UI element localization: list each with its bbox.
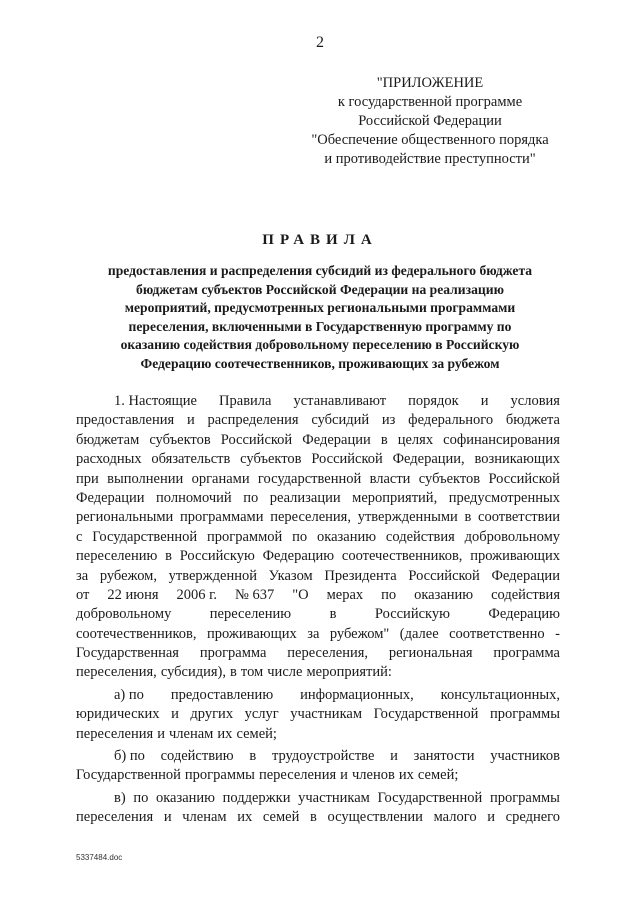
body-word: и xyxy=(186,412,195,429)
body-word: бюджета xyxy=(505,412,560,429)
body-line xyxy=(76,605,560,624)
body-word: в xyxy=(329,606,337,623)
body-line xyxy=(76,586,560,605)
body-word: соответственно xyxy=(449,625,545,642)
body-word: программой xyxy=(207,528,283,545)
body-line xyxy=(76,528,560,547)
body-word: софинансирования xyxy=(443,431,560,448)
body-word: содействия xyxy=(385,528,455,545)
body-line xyxy=(76,766,560,785)
body-word: поддержки xyxy=(222,789,291,806)
body-word: при xyxy=(76,470,99,487)
body-word: оказанию xyxy=(414,586,474,603)
body-word: в xyxy=(380,431,388,448)
body-word: возникающих xyxy=(474,451,560,468)
body-word: других xyxy=(190,706,234,723)
appendix-line: "ПРИЛОЖЕНИЕ xyxy=(376,75,484,91)
body-word: семей xyxy=(262,809,300,826)
body-word: Российской xyxy=(408,567,480,584)
appendix-line: и противодействие преступности" xyxy=(324,151,536,167)
body-word: среднего xyxy=(505,809,560,826)
body-word: программа xyxy=(199,645,267,662)
body-word: программами xyxy=(179,509,264,526)
body-word: членов xyxy=(351,767,395,784)
body-word: оказанию xyxy=(155,789,215,806)
body-word: региональная xyxy=(388,645,473,662)
body-word: Указом xyxy=(268,567,313,584)
body-line xyxy=(76,431,560,450)
body-line xyxy=(76,808,560,827)
body-word: за xyxy=(307,625,320,642)
body-word: содействию xyxy=(160,748,234,765)
body-word: в xyxy=(165,548,172,565)
body-word: Федерации xyxy=(76,489,145,506)
body-word: выполнении xyxy=(107,470,184,487)
page-number: 2 xyxy=(316,34,324,51)
body-line xyxy=(76,663,560,682)
body-word: государственной xyxy=(257,470,362,487)
body-word: соотечественников, xyxy=(341,548,463,565)
body-word: обязательств xyxy=(151,451,231,468)
body-word: числе xyxy=(267,664,303,681)
body-word: добровольному xyxy=(76,606,172,623)
body-line xyxy=(76,686,560,705)
body-word: юридических xyxy=(76,706,160,723)
body-word: Федерации xyxy=(302,431,371,448)
body-word: информационных, xyxy=(300,686,414,703)
body-word: органами xyxy=(191,470,250,487)
body-word: Государственной xyxy=(377,789,483,806)
body-word: соответствии xyxy=(478,509,560,526)
body-word: мероприятий, xyxy=(352,489,438,506)
body-word: субъектов xyxy=(149,431,211,448)
body-word: а) по xyxy=(114,686,144,703)
body-word: из xyxy=(381,412,396,429)
body-word: 2006 г. xyxy=(176,586,218,603)
body-word: добровольному xyxy=(464,528,560,545)
body-word: и xyxy=(157,725,165,742)
body-word: Федерацию xyxy=(262,548,335,565)
body-word: трудоустройстве xyxy=(271,748,375,765)
body-word: переселения, xyxy=(76,664,157,681)
body-word: - xyxy=(555,625,560,642)
body-word: проживающих xyxy=(470,548,560,565)
body-line xyxy=(76,392,560,411)
body-word: и xyxy=(487,809,495,826)
body-line xyxy=(76,789,560,808)
body-word: программы xyxy=(489,789,560,806)
appendix-line: Российской Федерации xyxy=(358,113,502,129)
body-word: в xyxy=(464,509,472,526)
body-word: их xyxy=(217,725,233,742)
body-word: Государственной xyxy=(373,706,479,723)
body-word: семей; xyxy=(417,767,459,784)
body-word: реализации xyxy=(269,489,341,506)
body-line xyxy=(76,547,560,566)
body-word: и xyxy=(163,809,172,826)
body-word: их xyxy=(398,767,414,784)
body-word: за xyxy=(76,567,89,584)
body-line xyxy=(76,450,560,469)
body-word: распределения xyxy=(207,412,299,429)
body-word: Российской xyxy=(488,470,560,487)
body-word: переселения xyxy=(76,725,154,742)
body-word: переселения xyxy=(76,809,154,826)
body-word: 1. Настоящие xyxy=(114,393,197,409)
body-word: по xyxy=(381,586,397,603)
body-text xyxy=(76,392,560,828)
body-word: целях xyxy=(397,431,434,448)
body-word: утвержденной xyxy=(168,567,258,584)
body-word: федерального xyxy=(408,412,494,429)
subtitle-line: предоставления и распределения субсидий из федерального бюджета xyxy=(107,263,533,278)
body-word: порядок xyxy=(408,393,459,409)
body-word: переселения, xyxy=(287,645,369,662)
body-word: участникам xyxy=(290,706,363,723)
body-word: "О xyxy=(292,586,309,603)
body-word: проживающих xyxy=(206,625,297,642)
body-word: в xyxy=(249,748,257,765)
body-word: Государственной xyxy=(76,767,181,784)
body-word: утвержденными xyxy=(357,509,458,526)
body-word: занятости xyxy=(413,748,475,765)
body-word: предусмотренных xyxy=(448,489,560,506)
body-word: услуг xyxy=(244,706,279,723)
body-line xyxy=(76,747,560,766)
appendix-line: "Обеспечение общественного порядка xyxy=(311,132,549,148)
body-word: участникам xyxy=(298,789,370,806)
body-word: 22 июня xyxy=(107,586,159,603)
body-word: в) xyxy=(114,789,126,806)
body-word: предоставления xyxy=(76,412,175,429)
body-word: субъектов xyxy=(418,470,481,487)
body-word: рубежом, xyxy=(99,567,157,584)
body-word: и xyxy=(480,393,489,409)
body-word: Правила xyxy=(219,393,272,409)
body-word: Федерации xyxy=(491,567,560,584)
body-word: рубежом" xyxy=(329,625,390,642)
body-line xyxy=(76,705,560,724)
body-word: субъектов xyxy=(240,451,302,468)
body-line xyxy=(76,567,560,586)
body-word: оказанию xyxy=(317,528,377,545)
body-line xyxy=(76,725,560,744)
body-word: Российскую xyxy=(179,548,255,565)
body-word: б) по xyxy=(114,748,145,765)
body-word: с xyxy=(76,528,83,545)
body-word: и xyxy=(171,706,179,723)
body-word: власти xyxy=(369,470,411,487)
body-word: членам xyxy=(169,725,214,742)
body-word: региональными xyxy=(76,509,174,526)
body-word: семей; xyxy=(236,725,277,742)
body-word: Президента xyxy=(324,567,397,584)
body-word: участников xyxy=(490,748,560,765)
body-line xyxy=(76,644,560,663)
subtitle-line: переселения, включенными в Государственную программу по xyxy=(128,318,512,334)
subtitle-line: оказанию содействия добровольному переселению в Российскую xyxy=(120,337,520,352)
subtitle-line: мероприятий, предусмотренных региональными программами xyxy=(124,300,516,315)
body-word: соотечественников, xyxy=(76,625,197,642)
body-word: консультационных, xyxy=(440,686,560,703)
body-line xyxy=(76,508,560,527)
body-word: субсидий xyxy=(311,412,370,429)
body-word: мероприятий: xyxy=(306,664,392,681)
body-word: членам xyxy=(182,809,227,826)
body-word: расходных xyxy=(76,451,142,468)
file-name-footer: 5337484.doc xyxy=(76,853,123,862)
body-word: условия xyxy=(510,393,560,409)
body-word: в xyxy=(230,664,237,681)
body-word: Российской xyxy=(220,431,293,448)
body-line xyxy=(76,489,560,508)
body-word: бюджетам xyxy=(76,431,140,448)
body-word: (далее xyxy=(399,625,439,642)
body-word: по xyxy=(133,789,149,806)
body-word: их xyxy=(237,809,253,826)
body-word: программа xyxy=(493,645,560,662)
subtitle-line: Федерацию соотечественников, проживающих за рубежом xyxy=(140,355,500,371)
body-word: от xyxy=(76,586,90,603)
body-word: малого xyxy=(433,809,477,826)
body-word: по xyxy=(292,528,308,545)
body-word: переселению xyxy=(76,548,158,565)
body-word: по xyxy=(243,489,259,506)
body-word: субсидия), xyxy=(160,664,226,681)
body-line xyxy=(76,411,560,430)
body-word: в xyxy=(309,809,317,826)
rules-title: ПРАВИЛА xyxy=(262,232,378,248)
body-word: осуществлении xyxy=(327,809,423,826)
subtitle-line: бюджетам субъектов Российской Федерации на реализацию xyxy=(136,281,504,297)
body-word: том xyxy=(240,664,264,681)
body-word: полномочий xyxy=(156,489,232,506)
body-word: мерах xyxy=(326,586,364,603)
body-word: № 637 xyxy=(235,586,275,603)
body-word: переселения xyxy=(258,767,337,784)
body-word: переселения, xyxy=(270,509,351,526)
body-line xyxy=(76,625,560,644)
appendix-line: к государственной программе xyxy=(337,94,523,110)
body-word: Федерации, xyxy=(392,451,465,468)
body-word: содействия xyxy=(491,586,560,603)
body-word: Российскую xyxy=(374,606,450,623)
body-word: Государственной xyxy=(92,528,198,545)
rules-subtitle xyxy=(60,262,580,373)
body-word: переселению xyxy=(209,606,292,623)
body-word: и xyxy=(340,767,348,784)
body-word: и xyxy=(390,748,398,765)
appendix-header xyxy=(270,74,590,169)
body-word: программы xyxy=(489,706,560,723)
body-word: Государственная xyxy=(76,645,179,662)
body-word: Федерацию xyxy=(488,606,560,623)
body-word: предоставлению xyxy=(170,686,274,703)
body-line xyxy=(76,470,560,489)
body-word: программы xyxy=(184,767,255,784)
body-word: Российской xyxy=(311,451,383,468)
body-word: устанавливают xyxy=(293,393,387,409)
